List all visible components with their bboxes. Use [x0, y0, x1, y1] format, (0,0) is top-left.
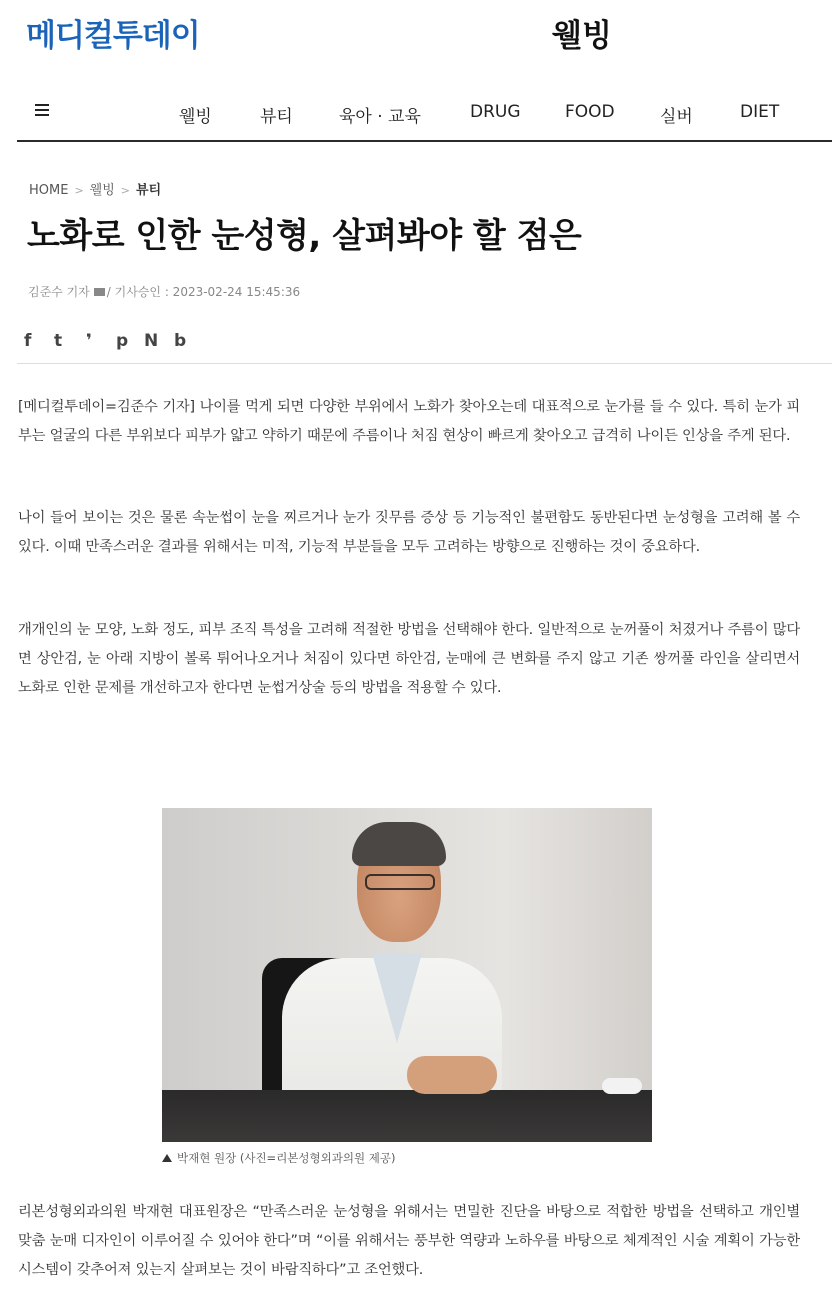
breadcrumb-current[interactable]: 뷰티 [136, 183, 162, 198]
facebook-icon[interactable]: f [24, 331, 32, 351]
photo-desk [162, 1090, 652, 1142]
article-paragraph: [메디컬투데이=김준수 기자] 나이를 먹게 되면 다양한 부위에서 노화가 찾아오는데 대표적으로 눈가를 들 수 있다. 특히 눈가 피부는 얼굴의 다른 부위보다 피부가 얇고 약하기 때문에 주름이나 처짐 현상이 빠르게 찾아오고 급격히 나이든 인상을 주게 된다. [18, 399, 800, 444]
kakaostory-icon[interactable]: ❜ [86, 331, 92, 351]
article-photo[interactable] [162, 808, 652, 1142]
breadcrumb-home[interactable]: HOME [29, 183, 69, 198]
photo-glasses [365, 874, 435, 890]
breadcrumb-separator-icon: > [120, 184, 131, 197]
breadcrumb-separator-icon: > [74, 184, 84, 197]
band-icon[interactable]: b [174, 331, 187, 351]
divider [17, 363, 832, 364]
email-icon[interactable] [94, 288, 105, 296]
main-nav [17, 90, 832, 142]
photo-hands [407, 1056, 497, 1094]
nav-item-wellbeing[interactable]: 웰빙 [179, 107, 212, 127]
site-logo[interactable]: 메디컬투데이 [26, 18, 200, 54]
nav-item-beauty[interactable]: 뷰티 [260, 107, 293, 127]
hamburger-menu-icon[interactable] [35, 104, 49, 116]
article-meta [28, 283, 300, 300]
article-paragraph: 개개인의 눈 모양, 노화 정도, 피부 조직 특성을 고려해 적절한 방법을 선택해야 한다. 일반적으로 눈꺼풀이 처졌거나 주름이 많다면 상안검, 눈 아래 지방이 볼록 튀어나오거나 처짐이 있다면 하안검, 눈매에 큰 변화를 주지 않고 기존 쌍꺼풀 라인을 살리면서 노화로 인한 문제를 개선하고자 한다면 눈썹거상술 등의 방법을 적용할 수 있다. [18, 622, 800, 696]
section-title: 웰빙 [552, 18, 612, 54]
approved-date: / 기사승인 : 2023-02-24 15:45:36 [106, 285, 301, 299]
photo-caption-text: 박재현 원장 (사진=리본성형외과의원 제공) [177, 1151, 396, 1165]
naver-icon[interactable]: N [144, 331, 159, 351]
breadcrumb-wellbeing[interactable]: 웰빙 [89, 183, 115, 198]
author-name[interactable]: 김준수 기자 [28, 285, 90, 299]
nav-item-parenting[interactable]: 육아 · 교육 [339, 107, 421, 127]
article-paragraph: 리본성형외과의원 박재현 대표원장은 “만족스러운 눈성형을 위해서는 면밀한 진단을 바탕으로 적합한 방법을 선택하고 개인별 맞춤 눈매 디자인이 이루어질 수 있어야 한다”며 “이를 위해서는 풍부한 역량과 노하우를 바탕으로 체계적인 시술 계획이 가능한 시스템이 갖추어져 있는지 살펴보는 것이 바람직하다”고 조언했다. [18, 1204, 800, 1278]
photo-hair [352, 822, 446, 866]
breadcrumb [29, 179, 161, 198]
article-paragraph: 나이 들어 보이는 것은 물론 속눈썹이 눈을 찌르거나 눈가 짓무름 증상 등 기능적인 불편함도 동반된다면 눈성형을 고려해 볼 수 있다. 이때 만족스러운 결과를 위해서는 미적, 기능적 부분들을 모두 고려하는 방향으로 진행하는 것이 중요하다. [18, 510, 800, 555]
twitter-icon[interactable]: t [54, 331, 63, 351]
nav-item-diet[interactable]: DIET [740, 102, 780, 122]
nav-item-food[interactable]: FOOD [565, 102, 615, 122]
triangle-up-icon [162, 1154, 172, 1162]
article-title: 노화로 인한 눈성형, 살펴봐야 할 점은 [27, 216, 582, 256]
pinterest-icon[interactable]: p [116, 331, 129, 351]
photo-caption [162, 1150, 395, 1166]
nav-item-drug[interactable]: DRUG [470, 102, 521, 122]
photo-mouse [602, 1078, 642, 1094]
nav-item-silver[interactable]: 실버 [660, 107, 693, 127]
